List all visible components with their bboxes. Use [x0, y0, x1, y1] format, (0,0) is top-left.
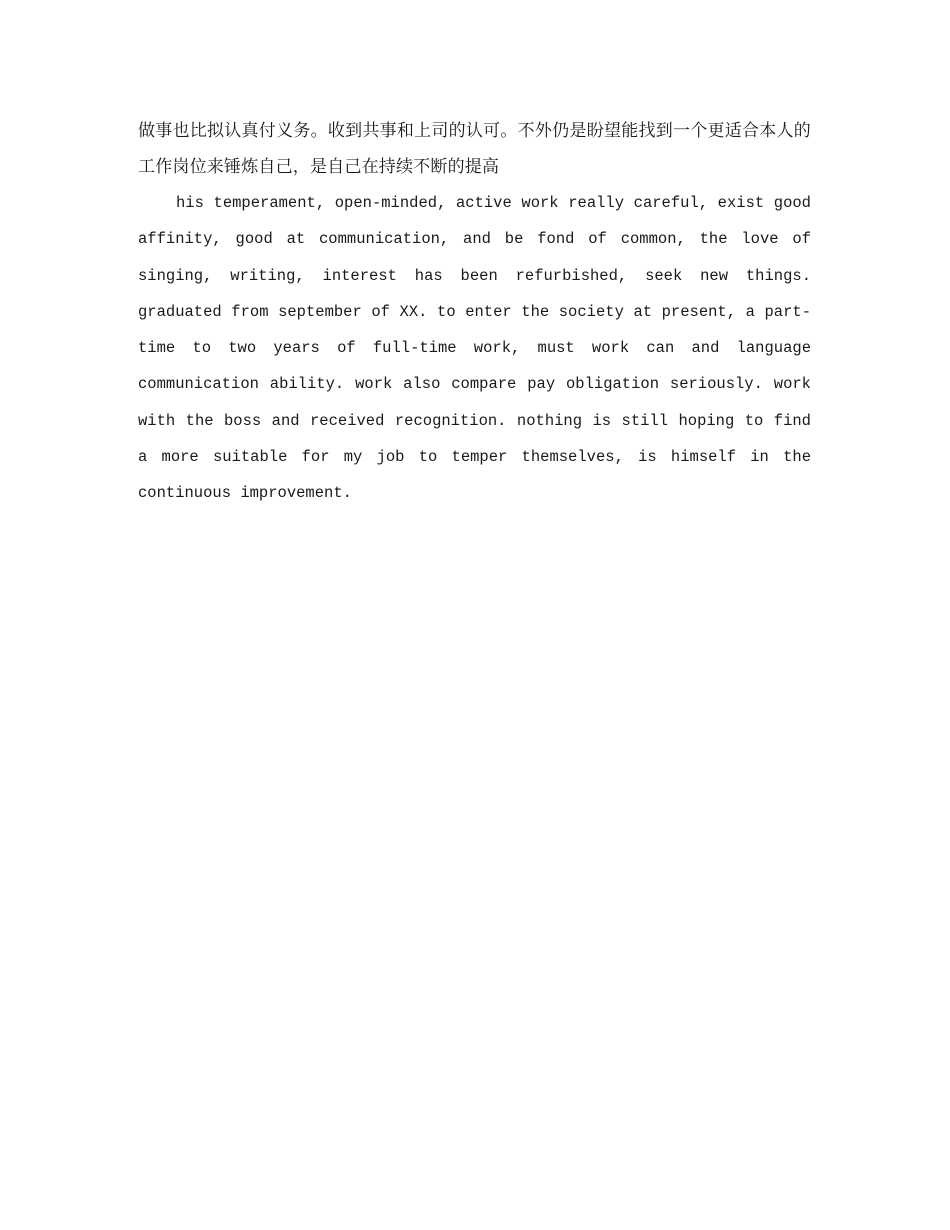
english-paragraph: his temperament, open-minded, active work really careful, exist good affinity, good at communication, and be fond of common, the love of singing, writing, interest has been refurbished, seek new things. graduated from september of XX. to enter the society at present, a part-time to two years of full-time work, must work can and language communication ability. work also compare pay obligation seriously. work with the boss and received recognition. nothing is still hoping to find a more suitable for my job to temper themselves, is himself in the continuous improvement. — [138, 194, 811, 503]
document-body — [138, 113, 811, 512]
chinese-paragraph: 做事也比拟认真付义务。收到共事和上司的认可。不外仍是盼望能找到一个更适合本人的工作岗位来锤炼自己，是自己在持续不断的提高 — [138, 121, 811, 177]
